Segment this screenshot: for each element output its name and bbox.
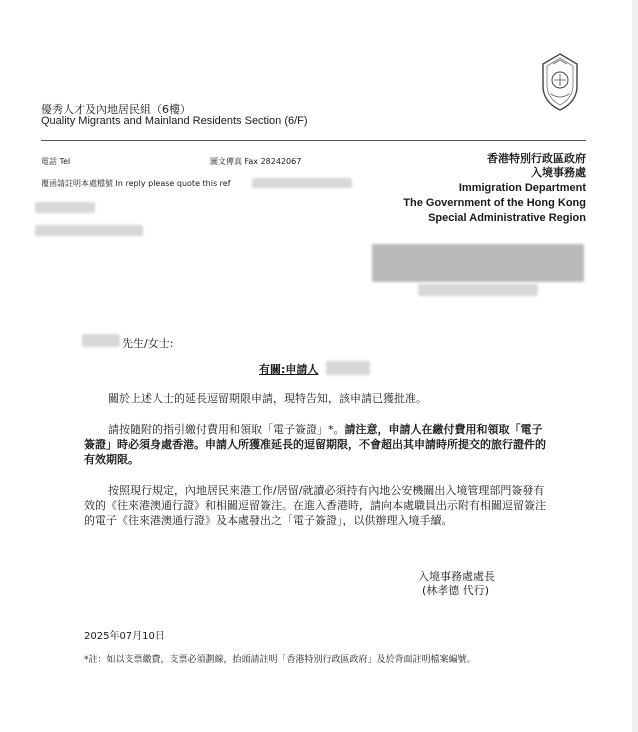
redacted-reference: [252, 178, 352, 188]
fax-label: 圖文傳真 Fax 28242067: [210, 157, 302, 166]
redacted-address-line: [35, 202, 95, 213]
signatory-title: 入境事務處處長: [418, 570, 495, 583]
paragraph-fee-instructions: [84, 422, 549, 467]
redacted-stamp: [372, 244, 584, 282]
gov-name-en-line2: Special Administrative Region: [428, 212, 586, 224]
redacted-address-line: [35, 225, 143, 236]
subject-line: 有關:申請人: [259, 363, 319, 376]
tel-label: 電話 Tel: [41, 157, 71, 166]
salutation: 先生/女士:: [122, 337, 174, 350]
section-name-zh: 優秀人才及內地居民組（6樓）: [41, 103, 191, 116]
scrollbar[interactable]: [632, 0, 638, 732]
immigration-emblem-icon: [537, 52, 583, 112]
footnote: *註：如以支票繳費，支票必須劃線，抬頭請註明「香港特別行政區政府」及於背面註明檔案編號。: [84, 655, 476, 665]
section-name-en: Quality Migrants and Mainland Residents Section (6/F): [41, 115, 308, 127]
important-notice-text: 請注意，申請人在繳付費用和領取「電子簽證」時必須身處香港。申請人所獲准延長的逗留期限，不會超出其申請時所提交的旅行證件的有效期限。: [84, 423, 546, 466]
reference-label: 覆函請註明本處檔號 In reply please quote this ref: [41, 179, 231, 188]
header-divider: [41, 140, 586, 141]
paragraph-approval: 關於上述人士的延長逗留期限申請，現特告知，該申請已獲批准。: [108, 392, 427, 405]
dept-name-en: Immigration Department: [458, 182, 586, 194]
gov-name-en-line1: The Government of the Hong Kong: [403, 197, 586, 209]
letter-date: 2025年07月10日: [84, 631, 165, 642]
signatory-name: (林孝德 代行): [422, 584, 490, 597]
paragraph-entry-requirements: 按照現行規定，內地居民來港工作/居留/就讀必須持有內地公安機關出入境管理部門簽發有效的《往來港澳通行證》和相關逗留簽注。在進入香港時，請向本處職員出示附有相關逗留簽注的電子《往來港澳通行證》及本處發出之「電子簽證」，以供辦理入境手續。: [84, 484, 546, 527]
redacted-name: [82, 334, 120, 347]
dept-name-zh: 入境事務處: [531, 167, 586, 179]
signature-block: [418, 570, 495, 598]
redacted-applicant-name: [326, 361, 370, 375]
gov-name-zh: 香港特別行政區政府: [487, 153, 586, 165]
fee-instruction-text: 請按隨附的指引繳付費用和領取「電子簽證」*。: [108, 423, 345, 436]
redacted-stamp-line: [418, 284, 538, 296]
